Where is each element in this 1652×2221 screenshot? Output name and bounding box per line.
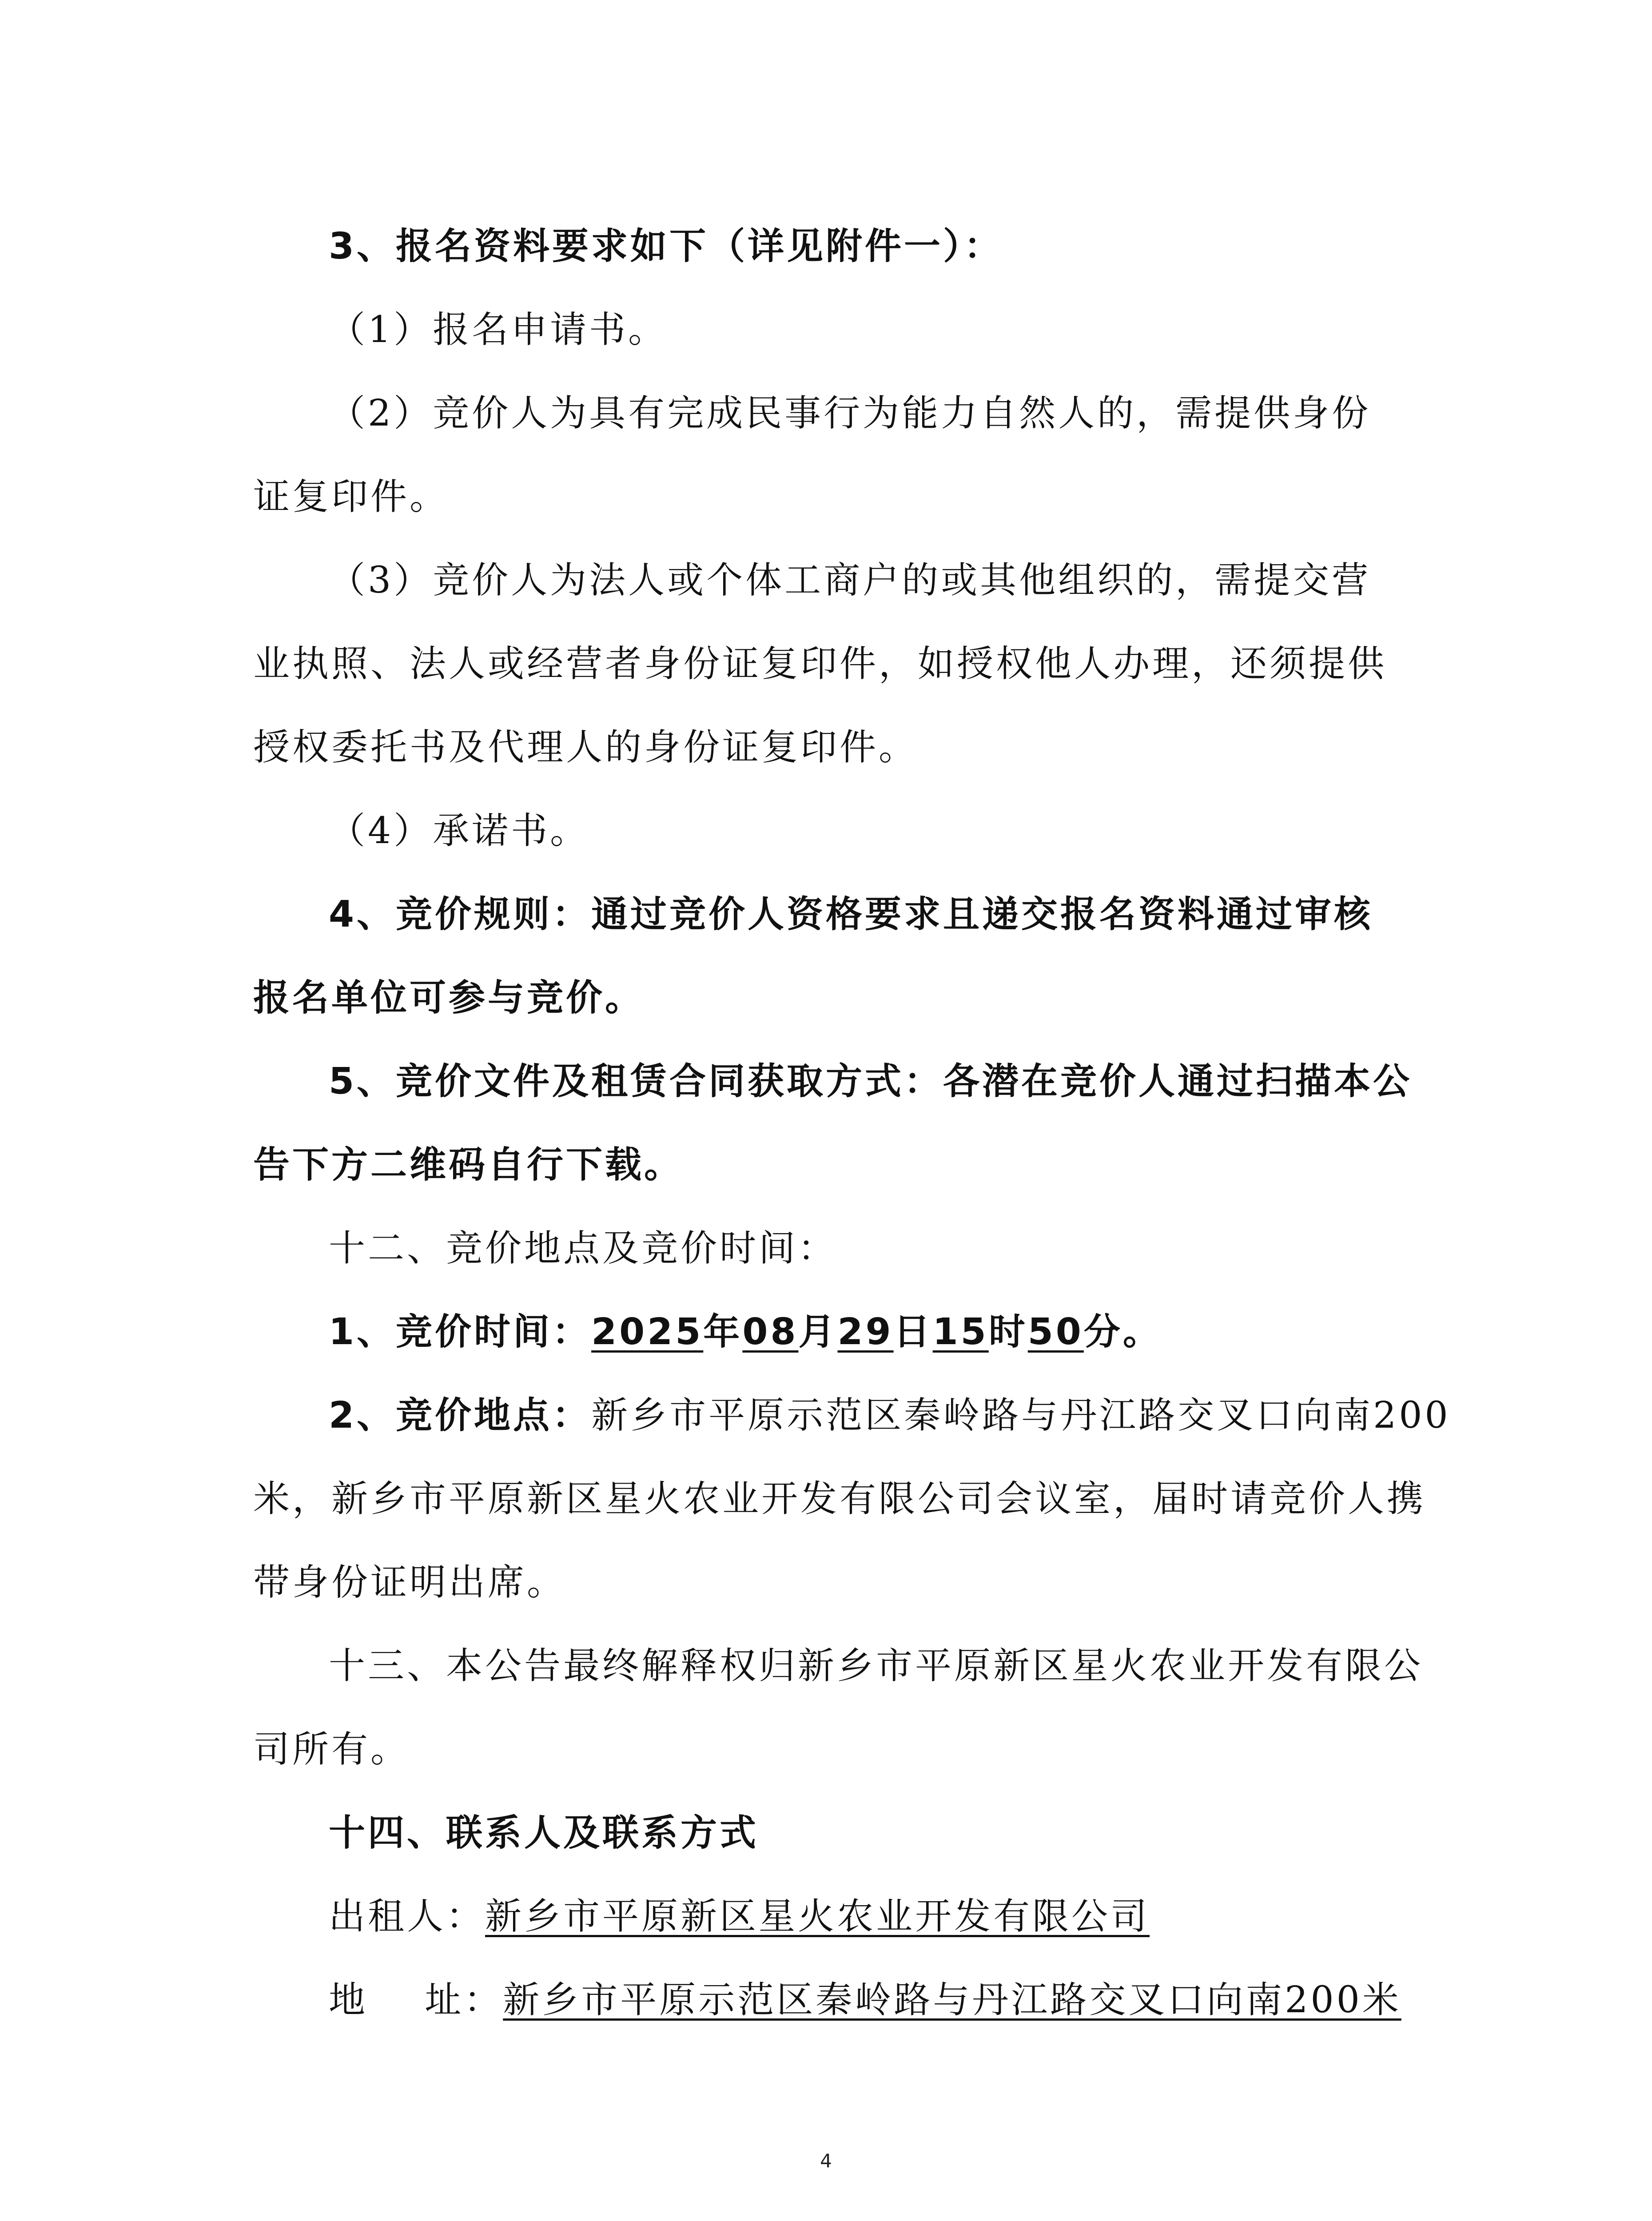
bid-day: 29	[837, 1311, 894, 1353]
bid-place-line2: 米，新乡市平原新区星火农业开发有限公司会议室，届时请竞价人携	[253, 1478, 1426, 1520]
section13-line1: 十三、本公告最终解释权归新乡市平原新区星火农业开发有限公	[329, 1645, 1424, 1687]
lessor-label: 出租人：	[329, 1895, 486, 1938]
bid-month-unit: 月	[798, 1311, 838, 1353]
lessor-value: 新乡市平原新区星火农业开发有限公司	[485, 1895, 1150, 1938]
section3-item3-line2: 业执照、法人或经营者身份证复印件，如授权他人办理，还须提供	[253, 643, 1387, 685]
section5-line2: 告下方二维码自行下载。	[253, 1144, 684, 1186]
section3-item2-line2: 证复印件。	[253, 476, 449, 518]
bid-minute: 50	[1027, 1311, 1084, 1353]
section3-item2-line1: （2）竞价人为具有完成民事行为能力自然人的，需提供身份	[329, 392, 1371, 434]
section14-heading: 十四、联系人及联系方式	[329, 1812, 759, 1854]
section4-line2: 报名单位可参与竞价。	[253, 977, 645, 1019]
section3-heading: 3、报名资料要求如下（详见附件一）：	[329, 225, 1003, 267]
address-label: 地 址：	[329, 1979, 503, 2021]
bid-hour-unit: 时	[988, 1311, 1028, 1353]
section3-item3-line1: （3）竞价人为法人或个体工商户的或其他组织的，需提交营	[329, 559, 1371, 601]
section3-item3-line3: 授权委托书及代理人的身份证复印件。	[253, 726, 918, 768]
section4-line1: 4、竞价规则：通过竞价人资格要求且递交报名资料通过审核	[329, 893, 1373, 935]
bid-year: 2025	[591, 1311, 704, 1353]
bid-month: 08	[742, 1311, 799, 1353]
bid-hour: 15	[932, 1311, 989, 1353]
section3-item1: （1）报名申请书。	[329, 309, 668, 351]
bid-day-unit: 日	[893, 1311, 933, 1353]
section12-heading: 十二、竞价地点及竞价时间：	[329, 1227, 837, 1270]
bid-place-line3: 带身份证明出席。	[253, 1561, 566, 1604]
lessor-line	[329, 1892, 1150, 1941]
section3-item4: （4）承诺书。	[329, 810, 589, 852]
address-value: 新乡市平原示范区秦岭路与丹江路交叉口向南200米	[503, 1979, 1401, 2021]
bid-time-label: 1、竞价时间：	[329, 1311, 592, 1353]
section13-line2: 司所有。	[253, 1728, 410, 1771]
address-line	[329, 1976, 1401, 2025]
bid-minute-unit: 分。	[1083, 1311, 1162, 1353]
section5-line1: 5、竞价文件及租赁合同获取方式：各潜在竞价人通过扫描本公	[329, 1060, 1413, 1103]
bid-time-line	[329, 1308, 1162, 1357]
page-number: 4	[820, 2150, 832, 2172]
bid-place-label: 2、竞价地点：	[329, 1394, 592, 1437]
bid-place-line1	[329, 1391, 1451, 1440]
bid-place-text: 新乡市平原示范区秦岭路与丹江路交叉口向南200	[591, 1394, 1451, 1437]
bid-year-unit: 年	[703, 1311, 743, 1353]
